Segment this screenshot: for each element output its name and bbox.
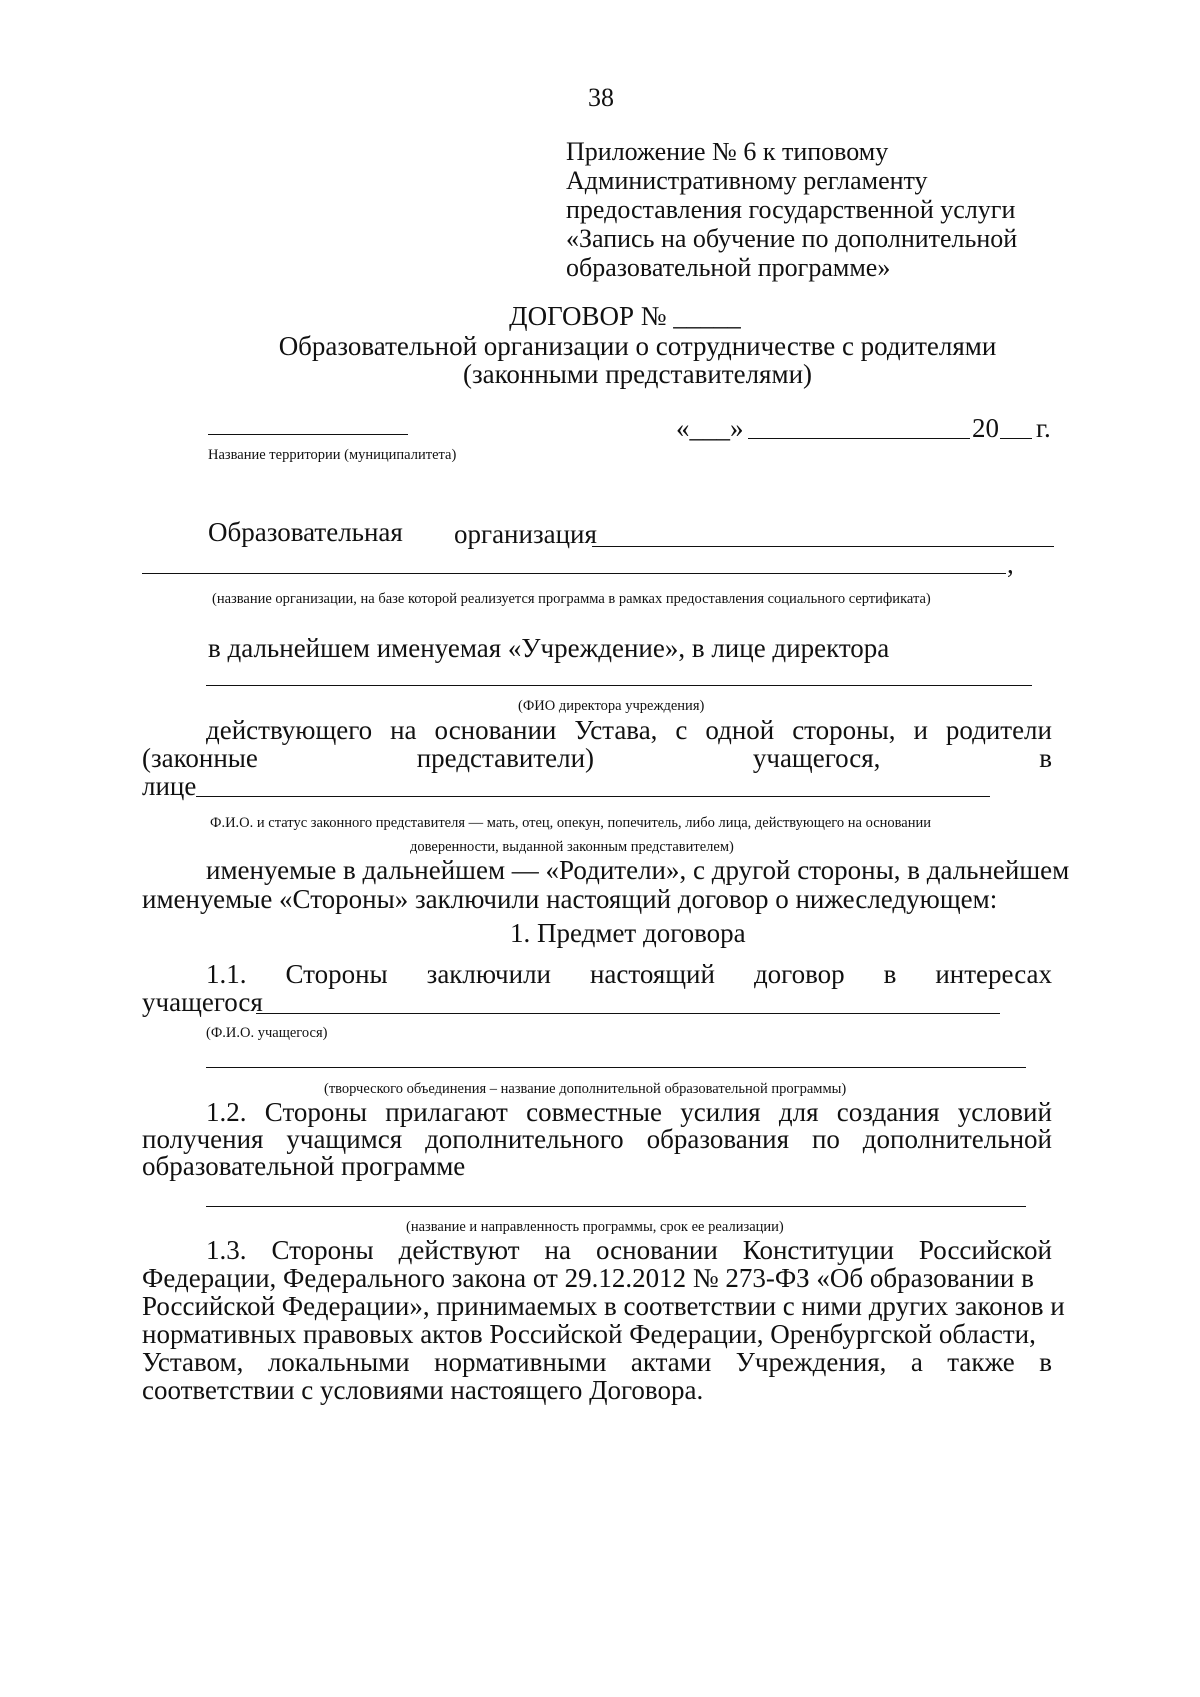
parent-line bbox=[196, 796, 990, 797]
word: Уставом, bbox=[142, 1347, 244, 1377]
word: также bbox=[947, 1347, 1015, 1377]
word: учащегося, bbox=[752, 743, 881, 773]
word: усилия bbox=[680, 1097, 761, 1127]
word: настоящий bbox=[589, 959, 715, 989]
word: родители bbox=[945, 715, 1052, 745]
word: дополнительного bbox=[425, 1124, 624, 1154]
word: а bbox=[910, 1347, 923, 1377]
word: 1.3. bbox=[206, 1235, 247, 1265]
word: локальными bbox=[267, 1347, 410, 1377]
date-month-line bbox=[748, 438, 970, 439]
word: Учреждения, bbox=[735, 1347, 887, 1377]
parent-caption: Ф.И.О. и статус законного представителя — мать, отец, опекун, попечитель, либо лица, действующего на основании bbox=[210, 815, 932, 831]
named-line: именуемые в дальнейшем — «Родители», с другой стороны, в дальнейшем bbox=[206, 855, 1070, 885]
word: основании bbox=[434, 715, 557, 745]
word: нормативными bbox=[434, 1347, 607, 1377]
contract-title: ДОГОВОР № _____ bbox=[509, 301, 741, 331]
word: для bbox=[778, 1097, 819, 1127]
student-line bbox=[256, 1013, 1000, 1014]
word: Устава, bbox=[574, 715, 658, 745]
word: одной bbox=[705, 715, 775, 745]
word: Стороны bbox=[264, 1097, 367, 1127]
word: основании bbox=[595, 1235, 718, 1265]
contract-subtitle: (законными представителями) bbox=[462, 359, 813, 389]
word: (законные bbox=[142, 743, 258, 773]
program-caption: (название и направленность программы, срок ее реализации) bbox=[406, 1219, 784, 1235]
association-caption: (творческого объединения – название дополнительной образовательной программы) bbox=[324, 1081, 847, 1097]
word: прилагают bbox=[385, 1097, 508, 1127]
director-line bbox=[206, 685, 1032, 686]
appendix-line: предоставления государственной услуги bbox=[566, 195, 1016, 224]
word: получения bbox=[142, 1124, 264, 1154]
acting-line-3: лице bbox=[142, 771, 197, 801]
word: Российской bbox=[918, 1235, 1052, 1265]
word: образования bbox=[646, 1124, 790, 1154]
org-line-2 bbox=[142, 573, 1006, 574]
named-line: именуемые «Стороны» заключили настоящий договор о нижеследующем: bbox=[142, 884, 998, 914]
section-title: 1. Предмет договора bbox=[510, 918, 746, 948]
org-label-1: Образовательная bbox=[208, 517, 403, 547]
word: с bbox=[675, 715, 688, 745]
word: 1.1. bbox=[206, 959, 247, 989]
word: Стороны bbox=[285, 959, 388, 989]
association-line bbox=[206, 1067, 1026, 1068]
word: договор bbox=[753, 959, 845, 989]
org-comma: , bbox=[1007, 549, 1014, 579]
date-year: 20 bbox=[972, 413, 999, 443]
date-year-line bbox=[1000, 438, 1032, 439]
word: и bbox=[913, 715, 928, 745]
word: актами bbox=[630, 1347, 712, 1377]
p11-line-2: учащегося bbox=[142, 987, 263, 1017]
acting-line-2 bbox=[142, 742, 1052, 774]
word: условий bbox=[957, 1097, 1052, 1127]
p13-line-6: соответствии с условиями настоящего Договора. bbox=[142, 1375, 704, 1405]
word: Стороны bbox=[271, 1235, 374, 1265]
word: учащимся bbox=[286, 1124, 403, 1154]
word: по bbox=[811, 1124, 840, 1154]
word: интересах bbox=[935, 959, 1052, 989]
word: 1.2. bbox=[206, 1097, 247, 1127]
word: заключили bbox=[426, 959, 551, 989]
org-caption: (название организации, на базе которой реализуется программа в рамках предоставления социального сертификата) bbox=[212, 591, 931, 607]
word: в bbox=[1039, 1347, 1052, 1377]
p13-line-3: Российской Федерации», принимаемых в соответствии с ними других законов и bbox=[142, 1291, 1065, 1321]
word: Конституции bbox=[742, 1235, 894, 1265]
word: действующего bbox=[206, 715, 373, 745]
contract-subtitle: Образовательной организации о сотрудничестве с родителями bbox=[278, 331, 997, 361]
student-caption: (Ф.И.О. учащегося) bbox=[206, 1025, 328, 1041]
appendix-line: «Запись на обучение по дополнительной bbox=[566, 224, 1018, 253]
date-suffix: г. bbox=[1036, 413, 1051, 443]
page-number: 38 bbox=[588, 83, 614, 112]
p12-line-3: образовательной программе bbox=[142, 1151, 466, 1181]
territory-line bbox=[208, 434, 408, 435]
institution-line: в дальнейшем именуемая «Учреждение», в лице директора bbox=[208, 633, 890, 663]
word: совместные bbox=[526, 1097, 662, 1127]
word: стороны, bbox=[792, 715, 896, 745]
word: на bbox=[390, 715, 417, 745]
word: на bbox=[544, 1235, 571, 1265]
org-line bbox=[592, 546, 1054, 547]
date-open: «___» bbox=[676, 413, 744, 443]
appendix-line: образовательной программе» bbox=[566, 253, 891, 282]
appendix-line: Приложение № 6 к типовому bbox=[566, 137, 889, 166]
parent-caption: доверенности, выданной законным представителем) bbox=[410, 839, 734, 855]
word: в bbox=[1039, 743, 1052, 773]
word: действуют bbox=[398, 1235, 520, 1265]
director-caption: (ФИО директора учреждения) bbox=[518, 698, 705, 714]
p13-line-4: нормативных правовых актов Российской Федерации, Оренбургской области, bbox=[142, 1319, 1036, 1349]
p13-line-2: Федерации, Федерального закона от 29.12.2012 № 273-ФЗ «Об образовании в bbox=[142, 1263, 1034, 1293]
territory-caption: Название территории (муниципалитета) bbox=[208, 447, 457, 463]
word: представители) bbox=[416, 743, 595, 773]
org-label-2: организация bbox=[454, 519, 597, 549]
word: создания bbox=[836, 1097, 940, 1127]
word: в bbox=[883, 959, 897, 989]
appendix-line: Административному регламенту bbox=[566, 166, 928, 195]
program-line bbox=[206, 1206, 1026, 1207]
word: дополнительной bbox=[862, 1124, 1052, 1154]
p11-line-1 bbox=[206, 958, 1052, 990]
